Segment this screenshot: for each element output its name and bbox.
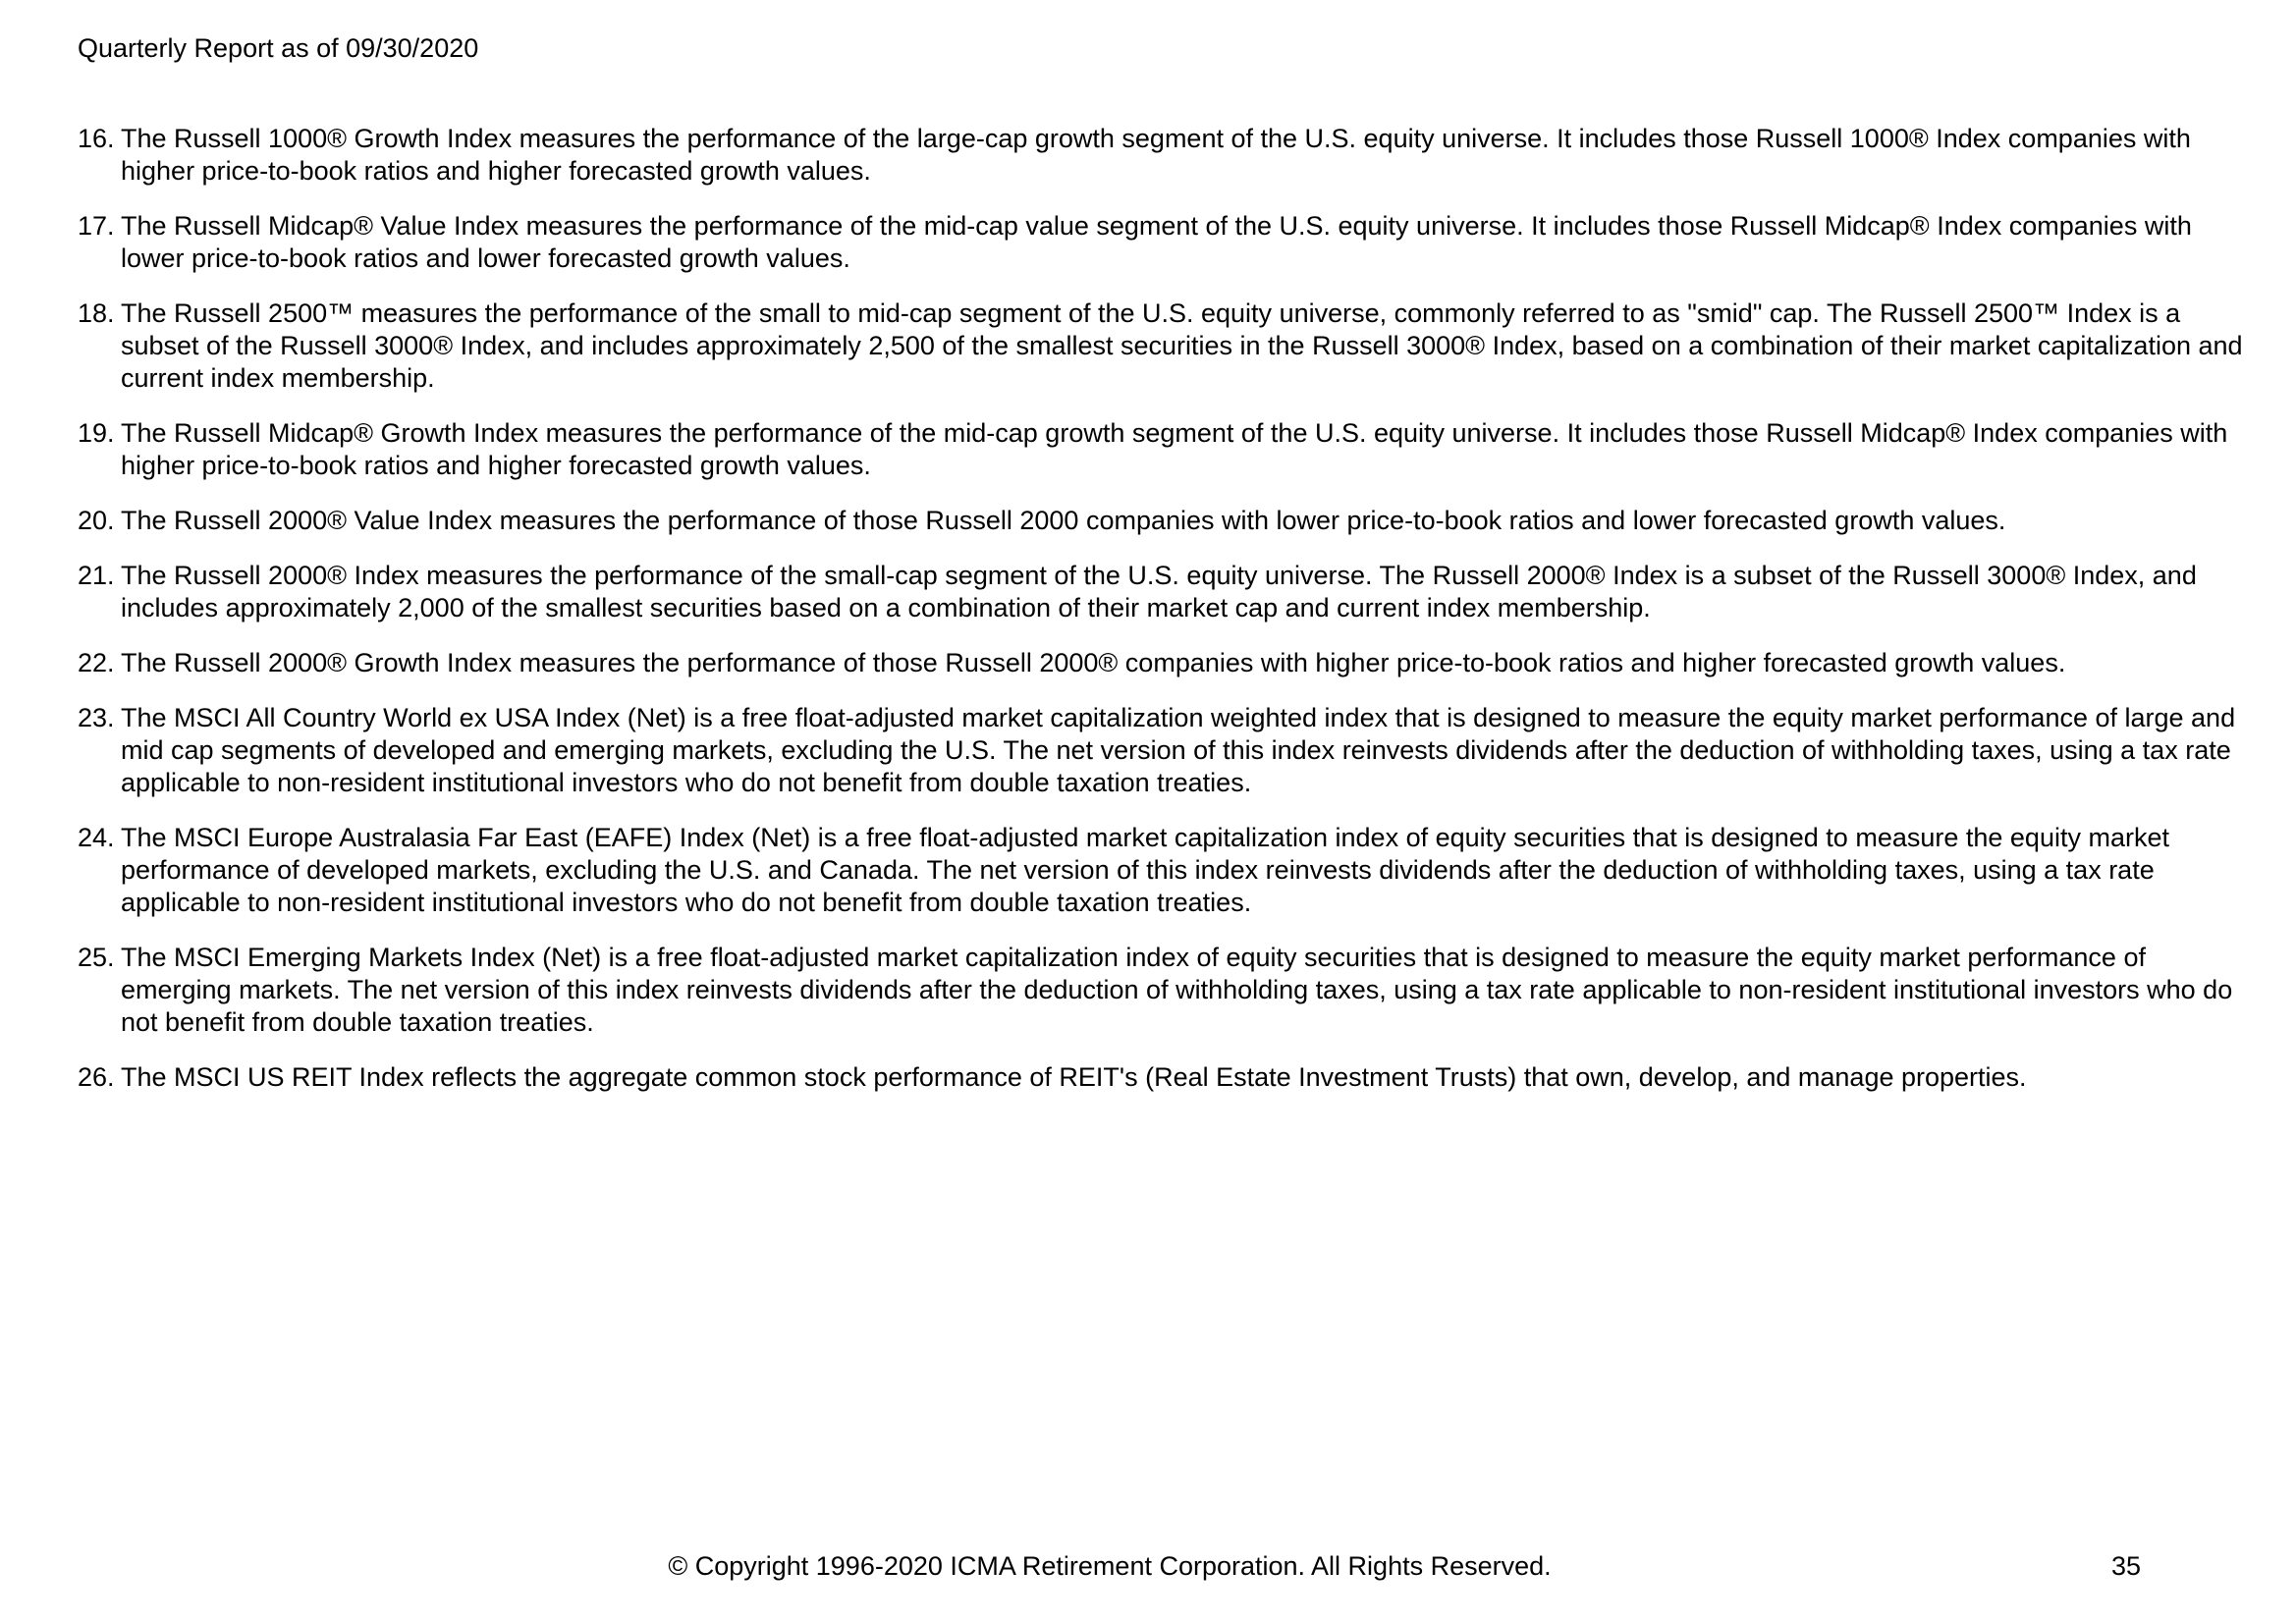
footnote-item — [78, 123, 2258, 188]
footnote-number: 20. — [78, 506, 115, 535]
page-number: 35 — [2111, 1551, 2142, 1581]
footnote-number: 21. — [78, 561, 115, 590]
footnote-item — [78, 822, 2258, 919]
footnote-text: The MSCI All Country World ex USA Index (Net) is a free float-adjusted market capitalization weighted index that is designed to measure the equity market performance of large and mid cap segments of developed and emerging markets, excluding the U.S. The net version of this index reinvests dividends after the deduction of withholding taxes, using a tax rate applicable to non-resident institutional investors who do not benefit from double taxation treaties. — [121, 703, 2236, 797]
footnote-text: The Russell 1000® Growth Index measures the performance of the large-cap growth segment of the U.S. equity universe. It includes those Russell 1000® Index companies with higher price-to-book ratios and higher forecasted growth values. — [121, 124, 2191, 186]
footnote-number: 23. — [78, 703, 115, 732]
footnote-number: 26. — [78, 1062, 115, 1092]
footnote-number: 22. — [78, 648, 115, 677]
footnote-item — [78, 505, 2258, 537]
footnote-number: 16. — [78, 124, 115, 153]
footnote-text: The MSCI US REIT Index reflects the aggregate common stock performance of REIT's (Real Estate Investment Trusts) that own, develop, and manage properties. — [121, 1062, 2027, 1092]
footnotes-list — [78, 123, 2258, 1116]
footnote-number: 17. — [78, 211, 115, 241]
footnote-item — [78, 1061, 2258, 1094]
footnote-item — [78, 417, 2258, 482]
report-title: Quarterly Report as of 09/30/2020 — [78, 33, 479, 63]
footnote-text: The MSCI Europe Australasia Far East (EAFE) Index (Net) is a free float-adjusted market capitalization index of equity securities that is designed to measure the equity market performance of developed markets, excluding the U.S. and Canada. The net version of this index reinvests dividends after the deduction of withholding taxes, using a tax rate applicable to non-resident institutional investors who do not benefit from double taxation treaties. — [121, 823, 2169, 917]
footnote-text: The Russell 2000® Value Index measures the performance of those Russell 2000 companies with lower price-to-book ratios and lower forecasted growth values. — [121, 506, 2006, 535]
footnote-item — [78, 560, 2258, 624]
footnote-number: 24. — [78, 823, 115, 852]
footnote-text: The Russell 2000® Growth Index measures the performance of those Russell 2000® companies with higher price-to-book ratios and higher forecasted growth values. — [121, 648, 2066, 677]
footer-copyright: © Copyright 1996-2020 ICMA Retirement Corporation. All Rights Reserved. — [668, 1551, 1552, 1581]
footnote-item — [78, 210, 2258, 275]
footnote-number: 19. — [78, 418, 115, 448]
footnote-text: The MSCI Emerging Markets Index (Net) is a free float-adjusted market capitalization index of equity securities that is designed to measure the equity market performance of emerging markets. The net version of this index reinvests dividends after the deduction of withholding taxes, using a tax rate applicable to non-resident institutional investors who do not benefit from double taxation treaties. — [121, 943, 2233, 1037]
footnote-item — [78, 297, 2258, 395]
footnote-text: The Russell 2500™ measures the performance of the small to mid-cap segment of the U.S. equity universe, commonly referred to as "smid" cap. The Russell 2500™ Index is a subset of the Russell 3000® Index, and includes approximately 2,500 of the smallest securities in the Russell 3000® Index, based on a combination of their market capitalization and current index membership. — [121, 298, 2243, 393]
footnote-number: 18. — [78, 298, 115, 328]
footnote-item — [78, 942, 2258, 1039]
footnote-text: The Russell Midcap® Growth Index measures the performance of the mid-cap growth segment of the U.S. equity universe. It includes those Russell Midcap® Index companies with higher price-to-book ratios and higher forecasted growth values. — [121, 418, 2228, 480]
footnote-number: 25. — [78, 943, 115, 972]
footnote-item — [78, 702, 2258, 799]
footnote-text: The Russell Midcap® Value Index measures the performance of the mid-cap value segment of the U.S. equity universe. It includes those Russell Midcap® Index companies with lower price-to-book ratios and lower forecasted growth values. — [121, 211, 2192, 273]
footnote-text: The Russell 2000® Index measures the performance of the small-cap segment of the U.S. equity universe. The Russell 2000® Index is a subset of the Russell 3000® Index, and includes approximately 2,000 of the smallest securities based on a combination of their market cap and current index membership. — [121, 561, 2197, 622]
footnote-item — [78, 647, 2258, 679]
